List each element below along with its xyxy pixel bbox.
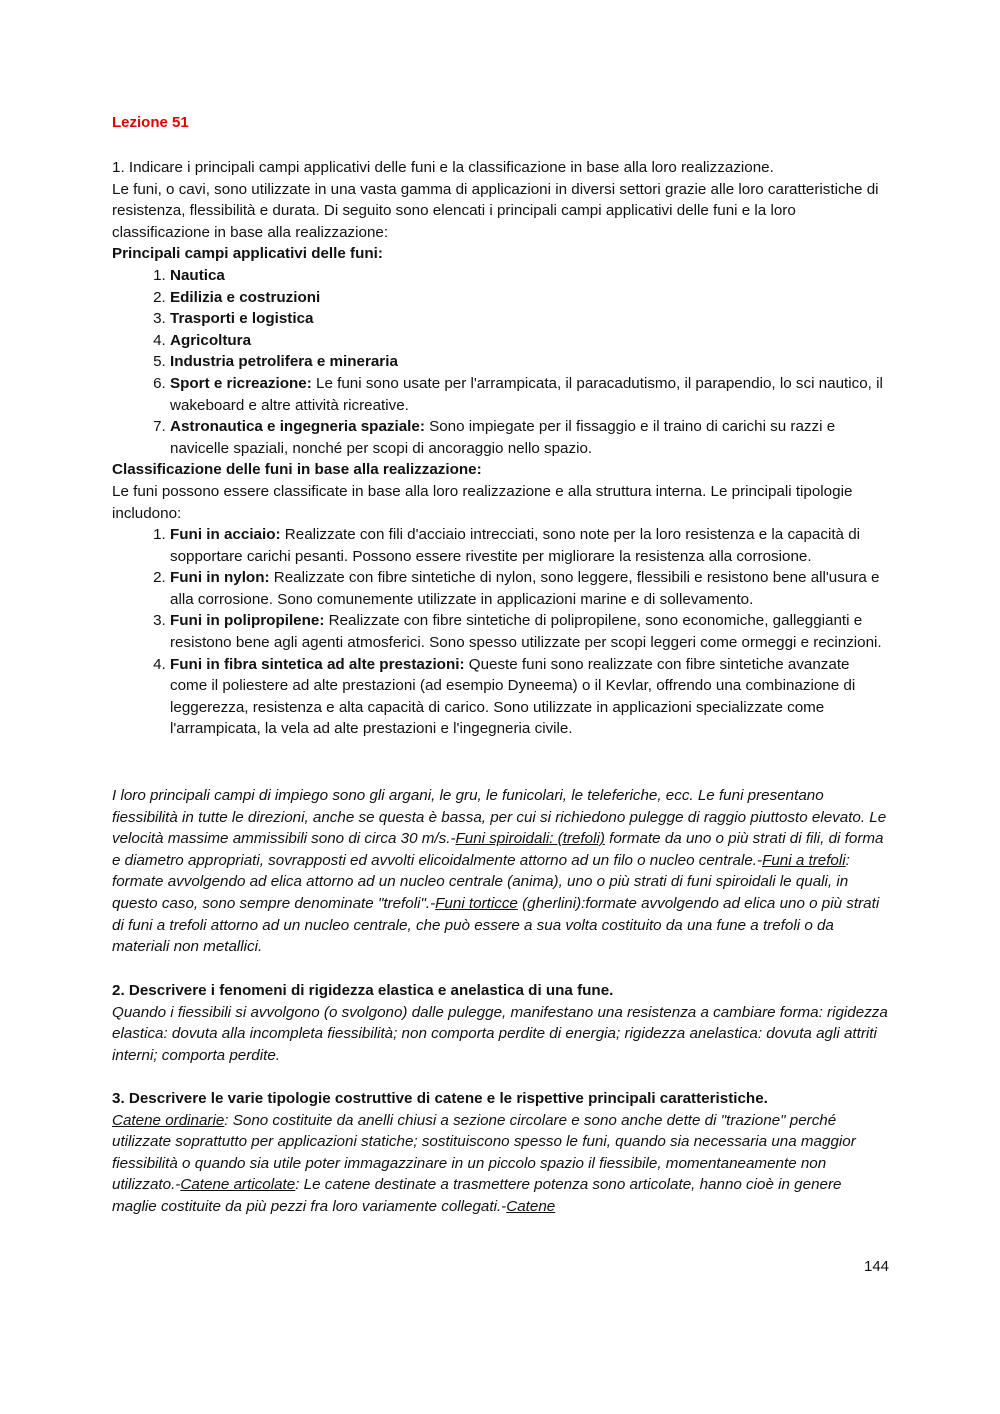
list-item: 1. Nautica — [170, 265, 888, 287]
question-3-block — [112, 1088, 888, 1218]
list-item: 4. Funi in fibra sintetica ad alte prestazioni: Queste funi sono realizzate con fibre sintetiche avanzate come il poliestere ad alte prestazioni (ad esempio Dyneema) o il Kevlar, offrendo una combinazione di leggerezza, resistenza e alta capacità di carico. Sono utilizzate in applicazioni specializzate come l'arrampicata, la vela ad alte prestazioni e l'ingegneria civile. — [170, 654, 888, 740]
question-3-answer: Catene ordinarie: Sono costituite da anelli chiusi a sezione circolare e sono anche dette di "trazione" perché utilizzate soprattutto per applicazioni statiche; sostituiscono spesso le funi, quando sia necessaria una maggior fiessibilità o quando sia utile poter immagazzinare in un piccolo spazio il fiessibile, momentaneamente non utilizzato.-Catene articolate: Le catene destinate a trasmettere potenza sono articolate, hanno cioè in genere maglie costituite da più pezzi fra loro variamente collegati.-Catene — [112, 1111, 856, 1215]
fields-list — [112, 265, 888, 459]
classification-intro: Le funi possono essere classificate in base alla loro realizzazione e alla struttura interna. Le principali tipologie includono: — [112, 482, 853, 522]
question-2-block — [112, 980, 888, 1066]
ropes-notes: I loro principali campi di impiego sono gli argani, le gru, le funicolari, le teleferiche, ecc. Le funi presentano fiessibilità in tutte le direzioni, anche se questa è bassa, per cui si richiedono pulegge di raggio piuttosto elevato. Le velocità massime ammissibili sono di circa 30 m/s.-Funi spiroidali: (trefoli) formate da uno o più strati di fili, di forma e diametro appropriati, sovrapposti ed avvolti elicoidalmente attorno ad un filo o nucleo centrale.-Funi a trefoli: formate avvolgendo ad elica attorno ad un nucleo centrale (anima), uno o più strati di funi spiroidali le quali, in questo caso, sono sempre denominate "trefoli".-Funi torticce (gherlini):formate avvolgendo ad elica uno o più strati di funi a trefoli attorno ad un nucleo centrale, che può essere a sua volta costituito da una fune a trefoli o da materiali non metallici. — [112, 787, 887, 956]
types-list — [112, 524, 888, 740]
question-2: 2. Descrivere i fenomeni di rigidezza elastica e anelastica di una fune. — [112, 982, 614, 999]
fields-heading: Principali campi applicativi delle funi: — [112, 245, 383, 263]
list-item: 2. Edilizia e costruzioni — [170, 287, 888, 309]
question-1-block — [112, 157, 888, 740]
question-1-intro: Le funi, o cavi, sono utilizzate in una vasta gamma di applicazioni in diversi settori grazie alle loro caratteristiche di resistenza, flessibilità e durata. Di seguito sono elencati i principali campi applicativi delle funi e la loro classificazione in base alla realizzazione: — [112, 180, 879, 241]
list-item: 4. Agricoltura — [170, 330, 888, 352]
list-item: 6. Sport e ricreazione: Le funi sono usate per l'arrampicata, il paracadutismo, il parapendio, lo sci nautico, il wakeboard e altre attività ricreative. — [170, 373, 888, 416]
list-item: 7. Astronautica e ingegneria spaziale: Sono impiegate per il fissaggio e il traino di carichi su razzi e navicelle spaziali, nonché per scopi di ancoraggio nello spazio. — [170, 416, 888, 459]
list-item: 2. Funi in nylon: Realizzate con fibre sintetiche di nylon, sono leggere, flessibili e resistono bene all'usura e alla corrosione. Sono comunemente utilizzate in applicazioni marine e di sollevamento. — [170, 567, 888, 610]
question-1: 1. Indicare i principali campi applicativi delle funi e la classificazione in base alla loro realizzazione. — [112, 159, 774, 176]
list-item: 3. Funi in polipropilene: Realizzate con fibre sintetiche di polipropilene, sono economiche, galleggianti e resistono bene agli agenti atmosferici. Sono spesso utilizzate per scopi leggeri come ormeggi e recinzioni. — [170, 610, 888, 653]
page-number: 144 — [864, 1258, 890, 1275]
list-item: 3. Trasporti e logistica — [170, 308, 888, 330]
question-3: 3. Descrivere le varie tipologie costruttive di catene e le rispettive principali caratteristiche. — [112, 1090, 768, 1107]
classification-heading: Classificazione delle funi in base alla realizzazione: — [112, 461, 482, 479]
list-item: 5. Industria petrolifera e mineraria — [170, 351, 888, 373]
question-2-answer: Quando i fiessibili si avvolgono (o svolgono) dalle pulegge, manifestano una resistenza a cambiare forma: rigidezza elastica: dovuta alla incompleta fiessibilità; non comporta perdite di energia; rigidezza anelastica: dovuta agli attriti interni; comporta perdite. — [112, 1003, 888, 1064]
list-item: 1. Funi in acciaio: Realizzate con fili d'acciaio intrecciati, sono note per la loro resistenza e la capacità di sopportare carichi pesanti. Possono essere rivestite per migliorare la resistenza alla corrosione. — [170, 524, 888, 567]
lesson-title: Lezione 51 — [112, 114, 189, 131]
